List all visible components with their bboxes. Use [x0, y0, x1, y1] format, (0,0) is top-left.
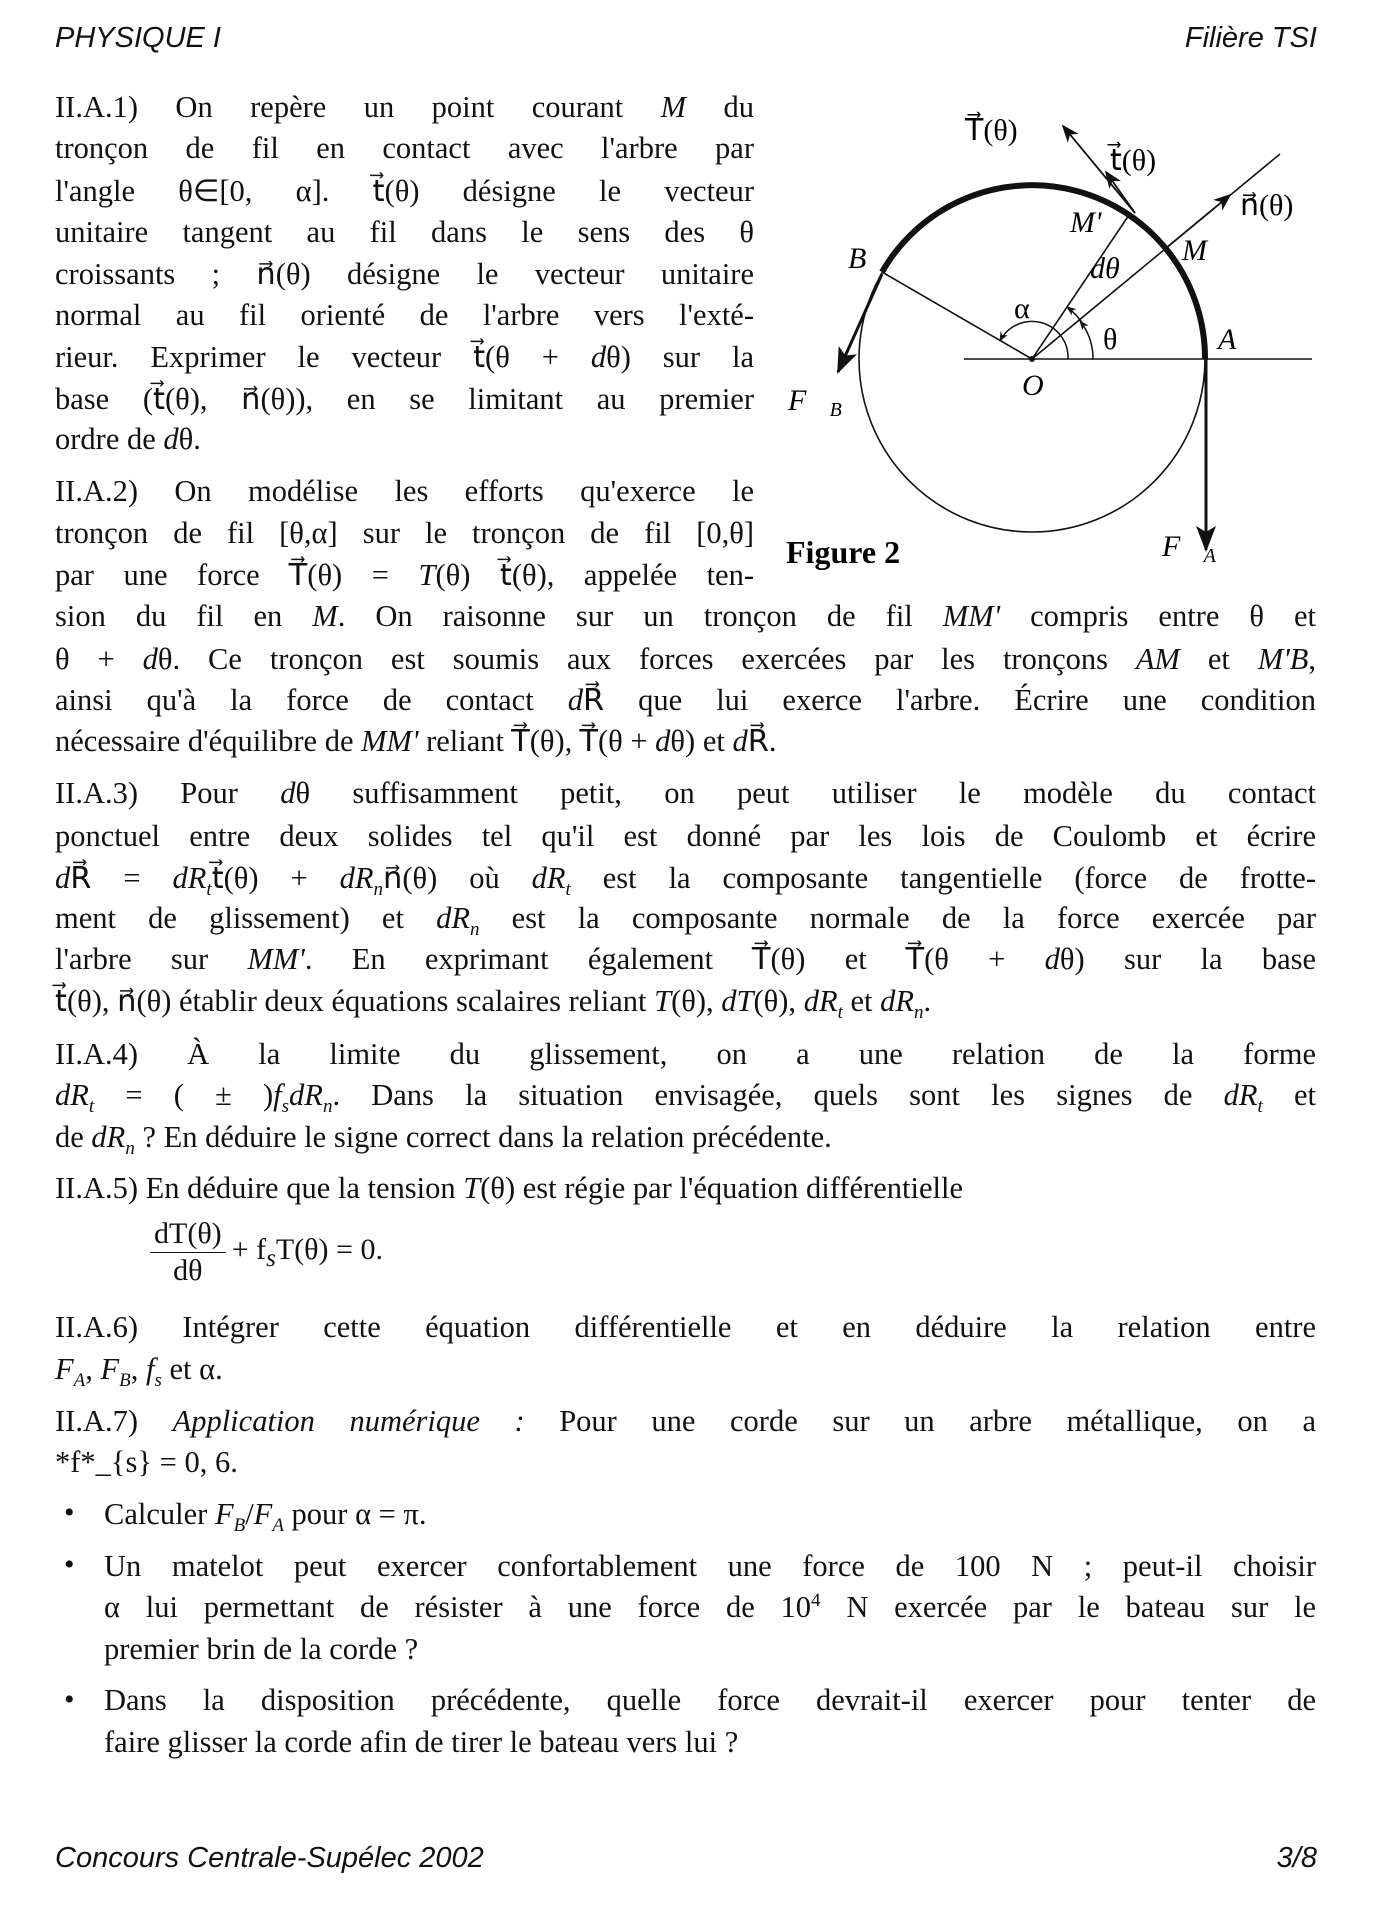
- text-line: Calculer $F_B/F_A$ pour α = π.: [104, 1497, 427, 1537]
- text-line: faire glisser la corde afin de tirer le bateau vers lui ?: [104, 1724, 739, 1759]
- text-line: $dR_t$ = ( ± )$f_sdR_n$. Dans la situation envisagée, quels sont les signes de $dR_t$ et: [55, 1078, 1316, 1118]
- text-line: II.A.7) Application numérique : Pour une corde sur un arbre métallique, on a: [55, 1404, 1316, 1439]
- label-alpha: α: [1014, 292, 1030, 325]
- text-line: normal au fil orienté de l'arbre vers l'exté-: [55, 298, 754, 333]
- text-line: tronçon de fil en contact avec l'arbre par: [55, 131, 754, 166]
- text-line: rieur. Exprimer le vecteur t⃗(θ + dθ) sur la: [55, 340, 754, 375]
- footer-left: Concours Centrale-Supélec 2002: [55, 1842, 484, 1874]
- text-line: II.A.5) En déduire que la tension T(θ) est régie par l'équation différentielle: [55, 1171, 963, 1205]
- text-line: Dans la disposition précédente, quelle force devrait-il exercer pour tenter de: [104, 1683, 1316, 1718]
- label-B: B: [848, 242, 867, 275]
- text-line: base (t⃗(θ), n⃗(θ)), en se limitant au premier: [55, 381, 754, 416]
- label-FB-main: F⃗: [788, 384, 830, 417]
- text-line: de $dR_n$ ? En déduire le signe correct dans la relation précédente.: [55, 1119, 832, 1159]
- normal-line: [1032, 154, 1280, 359]
- text-line: II.A.3) Pour dθ suffisamment petit, on peut utiliser le modèle du contact: [55, 776, 1316, 811]
- text-line: II.A.1) On repère un point courant M du: [55, 89, 755, 124]
- label-O: O: [1022, 369, 1044, 402]
- text-line: ordre de dθ.: [55, 421, 201, 456]
- text-line: premier brin de la corde ?: [104, 1631, 419, 1666]
- text-line: α lui permettant de résister à une force de $10^4$ N exercée par le bateau sur le: [104, 1589, 1316, 1625]
- text-line: $F_A$, $F_B$, $f_s$ et α.: [55, 1351, 223, 1391]
- label-FA-sub: A: [1203, 545, 1216, 567]
- label-M: M: [1182, 234, 1207, 267]
- text-line: θ + dθ. Ce tronçon est soumis aux forces exercées par les tronçons AM et M'B,: [55, 641, 1316, 676]
- force-FB-arrow: [838, 274, 882, 372]
- bullet-3: •: [64, 1683, 75, 1716]
- text-line: nécessaire d'équilibre de MM' reliant T⃗(θ), T⃗(θ + dθ) et dR⃗.: [55, 723, 777, 758]
- label-T: T⃗(θ): [965, 114, 1018, 147]
- bullet-2: •: [64, 1548, 75, 1581]
- radius-OB: [882, 272, 1032, 359]
- text-line: II.A.4) À la limite du glissement, on a une relation de la forme: [55, 1036, 1316, 1071]
- text-line: ment de glissement) et $dR_n$ est la composante normale de la force exercée par: [55, 900, 1316, 941]
- label-FB: [787, 384, 842, 421]
- theta-angle-arc: [1080, 321, 1093, 359]
- text-line: ponctuel entre deux solides tel qu'il est donné par les lois de Coulomb et écrire: [55, 819, 1316, 854]
- text-line: II.A.6) Intégrer cette équation différentielle et en déduire la relation entre: [55, 1310, 1316, 1345]
- footer-right: 3/8: [1276, 1842, 1317, 1874]
- equation-rest: + $f_sT(\theta) = 0$.: [231, 1232, 383, 1272]
- text-line: tronçon de fil [θ,α] sur le tronçon de fil [0,θ]: [55, 516, 754, 550]
- label-FA: [1161, 530, 1217, 567]
- alpha-angle-arc: [1000, 321, 1068, 359]
- text-line: l'arbre sur MM'. En exprimant également T⃗(θ) et T⃗(θ + dθ) sur la base: [55, 942, 1317, 977]
- text-line: Un matelot peut exercer confortablement une force de 100 N ; peut-il choisir: [104, 1548, 1316, 1583]
- label-dtheta: dθ: [1090, 252, 1120, 285]
- label-theta: θ: [1103, 323, 1118, 356]
- text-line: par une force T⃗(θ) = T(θ) t⃗(θ), appelée ten-: [55, 557, 754, 592]
- text-line: l'angle θ∈[0, α]. t⃗(θ) désigne le vecteur: [55, 173, 754, 208]
- label-FB-sub: B: [829, 399, 842, 421]
- equation-denominator: dθ: [173, 1254, 203, 1287]
- center-point: [1029, 356, 1035, 362]
- equation-numerator: dT(θ): [150, 1216, 226, 1253]
- label-FA-main: F⃗: [1162, 530, 1204, 563]
- text-line: croissants ; n⃗(θ) désigne le vecteur unitaire: [55, 256, 754, 291]
- label-M-prime: M': [1070, 206, 1102, 239]
- text-line: sion du fil en M. On raisonne sur un tronçon de fil MM' compris entre θ et: [55, 599, 1316, 634]
- rope-arc: [882, 185, 1205, 359]
- bullet-1: •: [64, 1496, 75, 1529]
- text-line: II.A.2) On modélise les efforts qu'exerce le: [55, 474, 754, 509]
- label-t: t⃗(θ): [1110, 144, 1157, 177]
- figure-caption: Figure 2: [786, 534, 901, 570]
- label-A: A: [1218, 323, 1237, 356]
- header-right: Filière TSI: [1184, 22, 1317, 54]
- text-line: ainsi qu'à la force de contact dR⃗ que lui exerce l'arbre. Écrire une condition: [55, 683, 1316, 718]
- text-line: t⃗(θ), n⃗(θ) établir deux équations scalaires reliant T(θ), dT(θ), $dR_t$ et $dR_n$.: [55, 984, 932, 1024]
- text-line: unitaire tangent au fil dans le sens des θ: [55, 215, 754, 250]
- text-line: *f*_{s} = 0, 6.: [55, 1444, 238, 1479]
- label-n: n⃗(θ): [1240, 189, 1294, 222]
- header-left: PHYSIQUE I: [55, 22, 221, 54]
- text-line: dR⃗ = $dR_tt⃗(\theta)$ + $dR_nn⃗(\theta)$ où $dR_t$ est la composante tangentielle (force de frotte-: [55, 860, 1316, 900]
